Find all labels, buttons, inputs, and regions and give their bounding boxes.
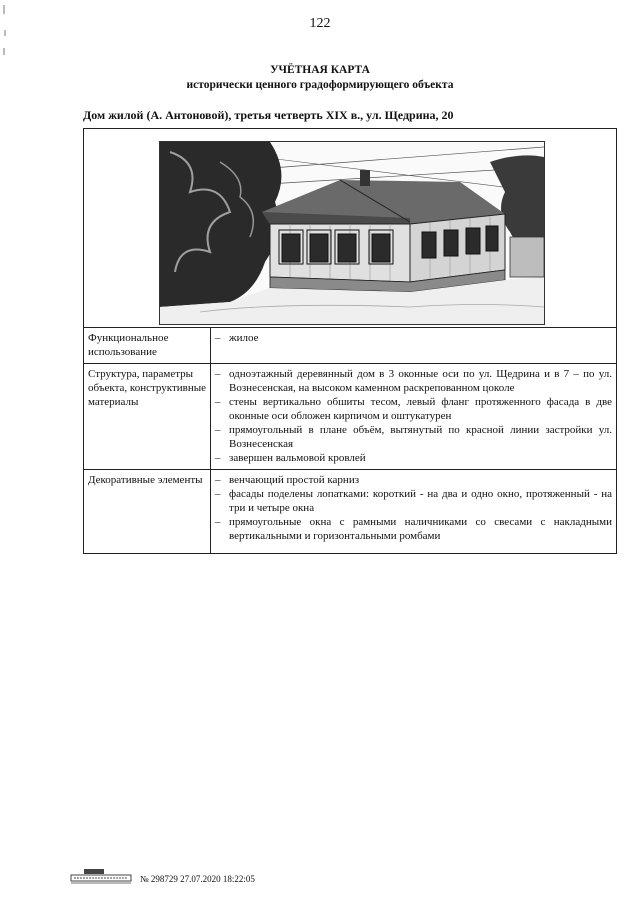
- registry-stamp-icon: [70, 868, 132, 884]
- page-number: 122: [309, 16, 331, 31]
- row-label: Декоративные элементы: [84, 470, 211, 554]
- list-item: – стены вертикально обшиты тесом, левый фланг протяженного фасада в две оконные оси обложен кирпичом и оштукатурен: [215, 396, 612, 422]
- list-item: – прямоугольный в плане объём, вытянутый по красной линии застройки ул. Вознесенская: [215, 424, 612, 450]
- row-label: Функциональное использование: [84, 328, 211, 364]
- row-content: [211, 364, 617, 470]
- list-item: – жилое: [215, 332, 259, 344]
- object-name: Дом жилой (А. Антоновой), третья четверть XIX в., ул. Щедрина, 20: [83, 108, 454, 122]
- row-content: [211, 470, 617, 554]
- row-label: Структура, параметры объекта, конструктивные материалы: [84, 364, 211, 470]
- list-item: – венчающий простой карниз: [215, 474, 360, 486]
- record-table: [83, 128, 617, 554]
- card-subtitle: исторически ценного градоформирующего объекта: [186, 79, 454, 91]
- list-item: – фасады поделены лопатками: короткий - на два и одно окно, протяженный - на три и четыре окна: [215, 488, 612, 514]
- row-structure: [84, 364, 617, 470]
- row-function: [84, 328, 617, 364]
- list-item: – прямоугольные окна с рамными наличниками со свесами с накладными вертикальными и горизонтальными ромбами: [215, 516, 612, 542]
- footer: [70, 868, 255, 884]
- document-code: № 298729 27.07.2020 18:22:05: [140, 874, 255, 884]
- list-item: – завершен вальмовой кровлей: [215, 452, 366, 464]
- photo-cell: [84, 129, 617, 328]
- building-photo: [159, 141, 545, 325]
- row-content: [211, 328, 617, 364]
- list-item: – одноэтажный деревянный дом в 3 оконные оси по ул. Щедрина и в 7 – по ул. Вознесенская, на высоком каменном раскрепованном цоколе: [215, 368, 612, 394]
- card-title: УЧЁТНАЯ КАРТА: [270, 64, 370, 76]
- photo-row: [84, 129, 617, 328]
- house-illustration: [160, 142, 544, 324]
- card-header: [0, 63, 640, 93]
- row-decor: [84, 470, 617, 554]
